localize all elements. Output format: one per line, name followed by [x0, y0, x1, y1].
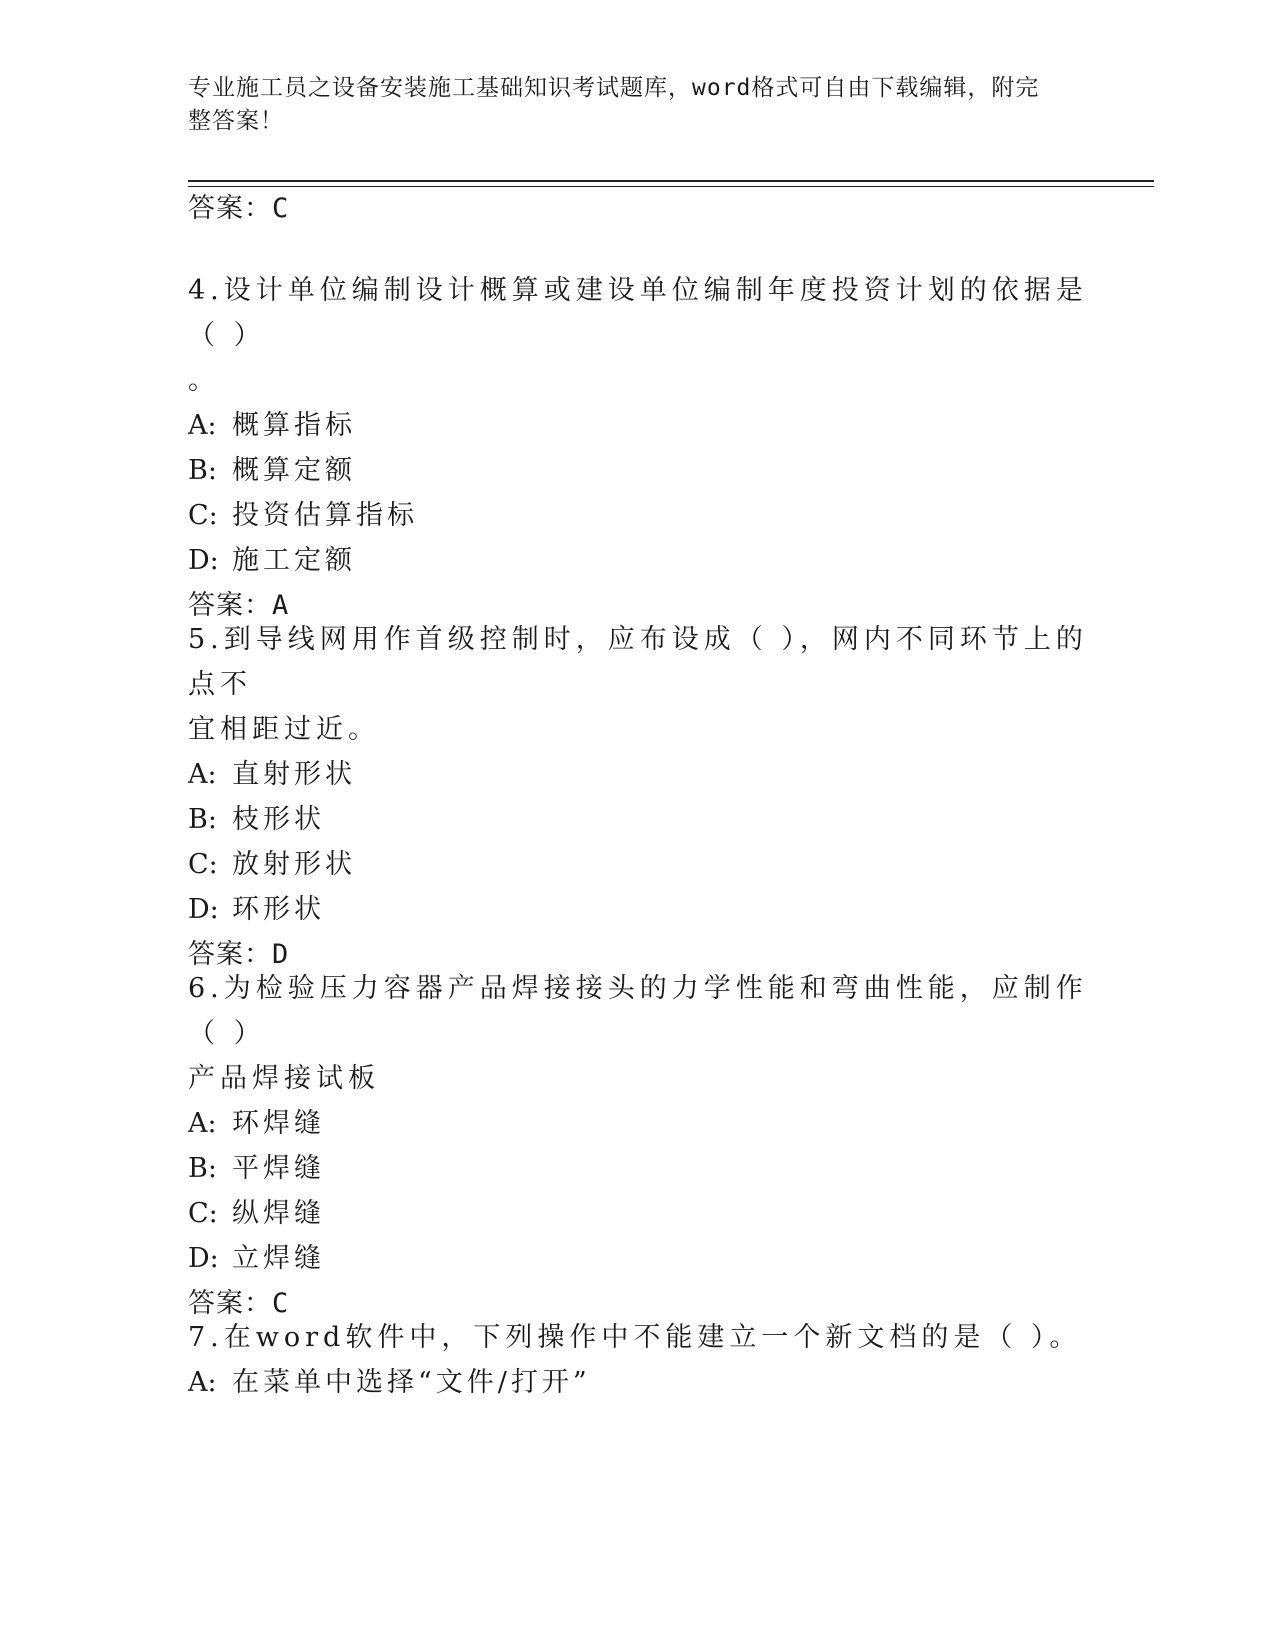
question-text: 6.为检验压力容器产品焊接接头的力学性能和弯曲性能，应制作（ ） 产品焊接试板	[188, 973, 1088, 1094]
option-c: C: 放射形状	[188, 849, 356, 880]
header-line-1: 专业施工员之设备安装施工基础知识考试题库，word格式可自由下载编辑，附完	[188, 75, 1040, 101]
option-d: D: 环形状	[188, 894, 325, 925]
option-c: C: 投资估算指标	[188, 500, 418, 531]
answer-text: 答案：C	[188, 193, 290, 224]
question-text: 7.在word软件中，下列操作中不能建立一个新文档的是（ ）。	[188, 1322, 1082, 1353]
answer-text: 答案：D	[188, 939, 290, 970]
previous-answer	[188, 186, 1088, 231]
option-a: A: 直射形状	[188, 759, 356, 790]
document-header	[188, 72, 1068, 138]
question-7	[188, 1315, 1088, 1405]
option-b: B: 概算定额	[188, 455, 356, 486]
option-a: A: 概算指标	[188, 410, 356, 441]
option-b: B: 平焊缝	[188, 1153, 325, 1184]
answer-text: 答案：C	[188, 1288, 290, 1319]
option-a: A: 环焊缝	[188, 1108, 325, 1139]
answer-text: 答案：A	[188, 590, 290, 621]
option-c: C: 纵焊缝	[188, 1198, 325, 1229]
header-divider-thick	[188, 180, 1154, 182]
question-4	[188, 268, 1088, 628]
question-text: 4.设计单位编制设计概算或建设单位编制年度投资计划的依据是（ ） 。	[188, 275, 1088, 396]
option-b: B: 枝形状	[188, 804, 325, 835]
question-text: 5.到导线网用作首级控制时，应布设成（ ），网内不同环节上的点不 宜相距过近。	[188, 624, 1088, 745]
question-5	[188, 617, 1088, 977]
option-d: D: 立焊缝	[188, 1243, 325, 1274]
option-a: A: 在菜单中选择“文件/打开”	[188, 1367, 591, 1398]
header-line-2: 整答案！	[188, 108, 284, 134]
option-d: D: 施工定额	[188, 545, 356, 576]
question-6	[188, 966, 1088, 1326]
